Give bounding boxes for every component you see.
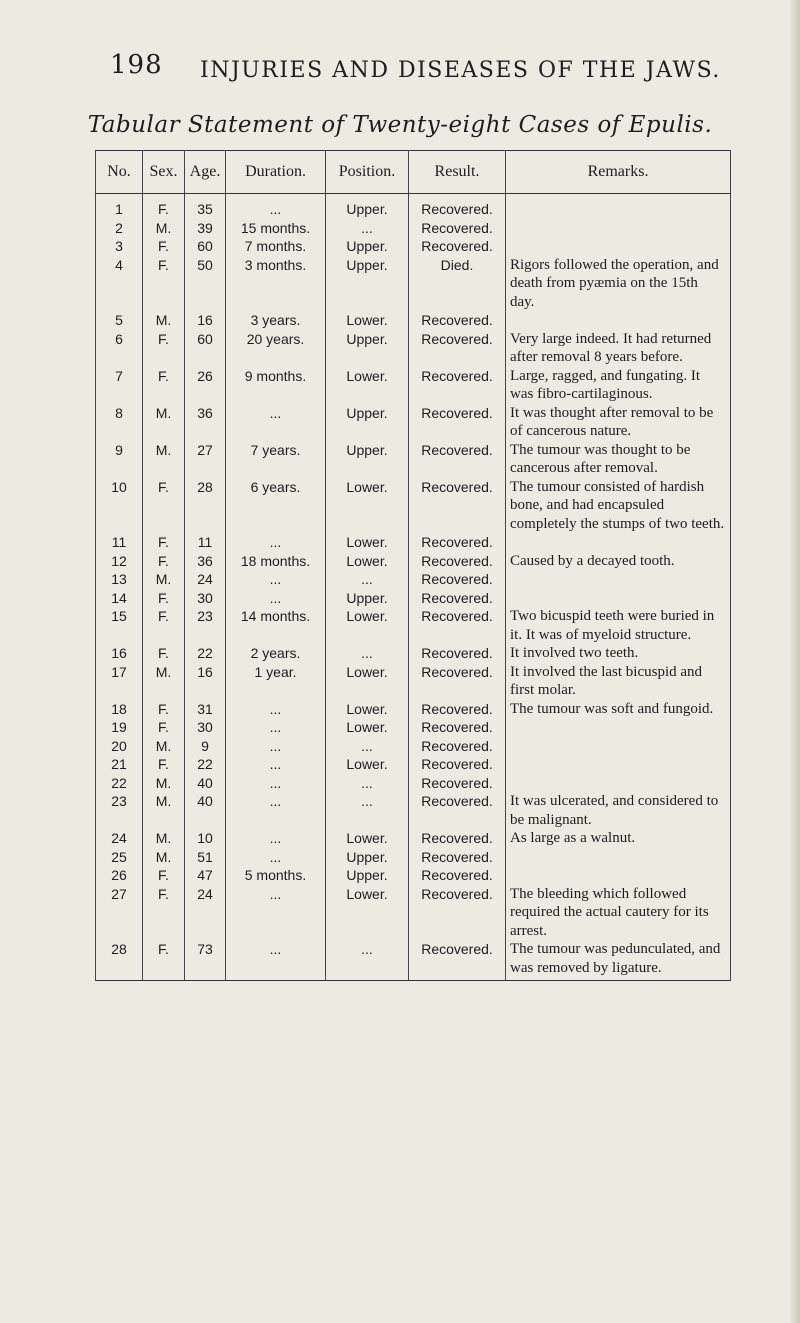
cell-age: 22 (185, 644, 226, 663)
cell-case-number: 11 (96, 533, 143, 552)
cell-result: Recovered. (409, 663, 506, 700)
cell-case-number: 15 (96, 607, 143, 644)
table-row (96, 367, 731, 404)
cell-position: ... (326, 940, 409, 981)
page-edge-shadow (790, 0, 800, 1323)
cell-case-number: 20 (96, 737, 143, 756)
cell-age: 73 (185, 940, 226, 981)
header-age: Age. (185, 151, 226, 194)
cell-duration: 7 months. (226, 237, 326, 256)
cell-result: Recovered. (409, 829, 506, 848)
cell-age: 16 (185, 663, 226, 700)
cell-case-number: 25 (96, 848, 143, 867)
cell-remarks (506, 774, 731, 793)
cell-position: Lower. (326, 478, 409, 534)
cell-position: Upper. (326, 441, 409, 478)
cell-sex: M. (143, 792, 185, 829)
cell-remarks (506, 848, 731, 867)
cell-remarks (506, 737, 731, 756)
cell-result: Recovered. (409, 194, 506, 219)
cell-age: 26 (185, 367, 226, 404)
table-row (96, 607, 731, 644)
cell-position: ... (326, 737, 409, 756)
cell-sex: F. (143, 237, 185, 256)
cell-result: Recovered. (409, 367, 506, 404)
table-row (96, 885, 731, 941)
table-row (96, 644, 731, 663)
cell-position: Lower. (326, 311, 409, 330)
table-row (96, 940, 731, 981)
cell-remarks: Large, ragged, and fungating. It was fibro-cartilaginous. (506, 367, 731, 404)
cell-age: 60 (185, 237, 226, 256)
cell-duration: ... (226, 700, 326, 719)
cell-case-number: 5 (96, 311, 143, 330)
table-row (96, 570, 731, 589)
cell-sex: M. (143, 570, 185, 589)
epulis-cases-table (95, 150, 731, 981)
cell-result: Recovered. (409, 644, 506, 663)
cell-duration: 3 years. (226, 311, 326, 330)
cell-case-number: 8 (96, 404, 143, 441)
cell-remarks (506, 533, 731, 552)
table-row (96, 311, 731, 330)
table-row (96, 718, 731, 737)
table-row (96, 829, 731, 848)
cell-age: 39 (185, 219, 226, 238)
cell-duration: ... (226, 570, 326, 589)
cell-position: Lower. (326, 829, 409, 848)
cell-duration: 6 years. (226, 478, 326, 534)
cell-result: Recovered. (409, 718, 506, 737)
cell-case-number: 9 (96, 441, 143, 478)
cell-age: 22 (185, 755, 226, 774)
cell-remarks: The tumour was pedunculated, and was removed by ligature. (506, 940, 731, 981)
cell-result: Recovered. (409, 755, 506, 774)
cell-duration: ... (226, 194, 326, 219)
cell-sex: F. (143, 644, 185, 663)
cell-remarks: It involved the last bicuspid and first molar. (506, 663, 731, 700)
cell-case-number: 12 (96, 552, 143, 571)
cell-duration: ... (226, 829, 326, 848)
cell-sex: M. (143, 219, 185, 238)
cell-position: ... (326, 774, 409, 793)
cell-result: Recovered. (409, 237, 506, 256)
cell-position: Upper. (326, 848, 409, 867)
table-row (96, 441, 731, 478)
cell-result: Recovered. (409, 940, 506, 981)
table-row (96, 552, 731, 571)
table-row (96, 237, 731, 256)
cell-age: 60 (185, 330, 226, 367)
cell-case-number: 1 (96, 194, 143, 219)
cell-result: Recovered. (409, 700, 506, 719)
cell-age: 47 (185, 866, 226, 885)
cell-remarks: The tumour was soft and fungoid. (506, 700, 731, 719)
header-remarks: Remarks. (506, 151, 731, 194)
cell-remarks: The tumour consisted of hardish bone, and had encapsuled completely the stumps of two teeth. (506, 478, 731, 534)
table-row (96, 737, 731, 756)
cell-remarks (506, 237, 731, 256)
cell-duration: 20 years. (226, 330, 326, 367)
cell-duration: 18 months. (226, 552, 326, 571)
cell-duration: ... (226, 737, 326, 756)
cell-position: Upper. (326, 404, 409, 441)
cell-position: Lower. (326, 533, 409, 552)
cell-result: Recovered. (409, 589, 506, 608)
table-row (96, 755, 731, 774)
cell-position: Lower. (326, 367, 409, 404)
cell-age: 24 (185, 570, 226, 589)
cell-remarks: It involved two teeth. (506, 644, 731, 663)
cell-sex: F. (143, 478, 185, 534)
cell-position: Upper. (326, 237, 409, 256)
cell-remarks: Two bicuspid teeth were buried in it. It was of myeloid structure. (506, 607, 731, 644)
table-row (96, 589, 731, 608)
cell-case-number: 22 (96, 774, 143, 793)
cell-position: ... (326, 570, 409, 589)
cell-sex: M. (143, 774, 185, 793)
cell-duration: ... (226, 885, 326, 941)
cell-age: 30 (185, 718, 226, 737)
cell-remarks: As large as a walnut. (506, 829, 731, 848)
cell-duration: ... (226, 404, 326, 441)
cell-sex: F. (143, 700, 185, 719)
cell-duration: 5 months. (226, 866, 326, 885)
cell-position: Upper. (326, 866, 409, 885)
cell-result: Recovered. (409, 607, 506, 644)
cell-sex: F. (143, 256, 185, 312)
cell-age: 24 (185, 885, 226, 941)
table-header-row (96, 151, 731, 194)
table-row (96, 256, 731, 312)
cell-result: Recovered. (409, 478, 506, 534)
cell-position: ... (326, 644, 409, 663)
header-position: Position. (326, 151, 409, 194)
cell-duration: 14 months. (226, 607, 326, 644)
cell-sex: F. (143, 755, 185, 774)
cell-age: 50 (185, 256, 226, 312)
cell-case-number: 10 (96, 478, 143, 534)
header-result: Result. (409, 151, 506, 194)
cell-case-number: 23 (96, 792, 143, 829)
cell-sex: F. (143, 940, 185, 981)
cell-duration: ... (226, 755, 326, 774)
cell-remarks (506, 589, 731, 608)
cell-sex: F. (143, 367, 185, 404)
cell-case-number: 21 (96, 755, 143, 774)
cell-sex: F. (143, 718, 185, 737)
cell-sex: M. (143, 829, 185, 848)
cell-position: Lower. (326, 755, 409, 774)
cell-case-number: 14 (96, 589, 143, 608)
table-row (96, 533, 731, 552)
cell-sex: F. (143, 552, 185, 571)
cell-case-number: 6 (96, 330, 143, 367)
cell-remarks: The bleeding which followed required the actual cautery for its arrest. (506, 885, 731, 941)
header-duration: Duration. (226, 151, 326, 194)
cell-position: Lower. (326, 663, 409, 700)
cell-sex: F. (143, 533, 185, 552)
cell-position: Lower. (326, 885, 409, 941)
cell-age: 9 (185, 737, 226, 756)
cell-position: Lower. (326, 700, 409, 719)
cell-result: Recovered. (409, 219, 506, 238)
cell-age: 31 (185, 700, 226, 719)
cell-case-number: 2 (96, 219, 143, 238)
running-head (0, 50, 800, 100)
cell-duration: ... (226, 792, 326, 829)
cell-remarks: Very large indeed. It had returned after removal 8 years before. (506, 330, 731, 367)
cell-sex: M. (143, 663, 185, 700)
cell-remarks: Rigors followed the operation, and death from pyæmia on the 15th day. (506, 256, 731, 312)
cell-result: Recovered. (409, 792, 506, 829)
cell-duration: ... (226, 848, 326, 867)
cell-remarks (506, 219, 731, 238)
cell-case-number: 16 (96, 644, 143, 663)
cell-duration: ... (226, 533, 326, 552)
cell-result: Recovered. (409, 885, 506, 941)
table-row (96, 848, 731, 867)
cell-sex: M. (143, 737, 185, 756)
cell-case-number: 28 (96, 940, 143, 981)
cell-case-number: 3 (96, 237, 143, 256)
cell-sex: F. (143, 194, 185, 219)
cell-remarks (506, 755, 731, 774)
cell-remarks (506, 194, 731, 219)
header-sex: Sex. (143, 151, 185, 194)
cell-result: Recovered. (409, 774, 506, 793)
table-row (96, 478, 731, 534)
cell-result: Recovered. (409, 330, 506, 367)
cell-case-number: 19 (96, 718, 143, 737)
page-number: 198 (110, 50, 163, 80)
cell-remarks (506, 718, 731, 737)
cell-duration: 9 months. (226, 367, 326, 404)
cell-result: Recovered. (409, 441, 506, 478)
cell-duration: 3 months. (226, 256, 326, 312)
cell-position: Lower. (326, 552, 409, 571)
table-row (96, 774, 731, 793)
cell-sex: F. (143, 330, 185, 367)
cell-remarks: Caused by a decayed tooth. (506, 552, 731, 571)
table-row (96, 330, 731, 367)
table-row (96, 866, 731, 885)
cell-position: Upper. (326, 589, 409, 608)
table-row (96, 663, 731, 700)
table-title: Tabular Statement of Twenty-eight Cases of Epulis. (87, 112, 713, 138)
cell-sex: F. (143, 589, 185, 608)
cell-result: Recovered. (409, 570, 506, 589)
cell-position: Upper. (326, 194, 409, 219)
cell-duration: 2 years. (226, 644, 326, 663)
header-no: No. (96, 151, 143, 194)
cell-duration: 7 years. (226, 441, 326, 478)
cell-age: 23 (185, 607, 226, 644)
cell-age: 36 (185, 404, 226, 441)
cell-case-number: 18 (96, 700, 143, 719)
cell-remarks: The tumour was thought to be cancerous after removal. (506, 441, 731, 478)
cell-age: 51 (185, 848, 226, 867)
cell-remarks (506, 570, 731, 589)
cell-age: 16 (185, 311, 226, 330)
table-row (96, 404, 731, 441)
cell-result: Recovered. (409, 848, 506, 867)
cell-sex: M. (143, 848, 185, 867)
cell-result: Recovered. (409, 866, 506, 885)
cell-case-number: 7 (96, 367, 143, 404)
cell-position: Upper. (326, 330, 409, 367)
cell-position: Upper. (326, 256, 409, 312)
cell-age: 36 (185, 552, 226, 571)
cell-result: Recovered. (409, 552, 506, 571)
cell-sex: F. (143, 885, 185, 941)
cell-duration: 1 year. (226, 663, 326, 700)
cell-age: 10 (185, 829, 226, 848)
cell-remarks: It was thought after removal to be of cancerous nature. (506, 404, 731, 441)
cell-case-number: 4 (96, 256, 143, 312)
cell-duration: ... (226, 718, 326, 737)
table-row (96, 194, 731, 219)
cell-position: ... (326, 219, 409, 238)
cell-duration: 15 months. (226, 219, 326, 238)
cell-case-number: 17 (96, 663, 143, 700)
cell-case-number: 26 (96, 866, 143, 885)
table-row (96, 700, 731, 719)
table-row (96, 792, 731, 829)
cell-duration: ... (226, 589, 326, 608)
cell-result: Recovered. (409, 311, 506, 330)
cell-result: Died. (409, 256, 506, 312)
cell-position: ... (326, 792, 409, 829)
cell-sex: F. (143, 866, 185, 885)
cell-remarks (506, 311, 731, 330)
cell-result: Recovered. (409, 533, 506, 552)
cell-position: Lower. (326, 718, 409, 737)
cell-duration: ... (226, 774, 326, 793)
cell-age: 28 (185, 478, 226, 534)
cell-age: 35 (185, 194, 226, 219)
cell-age: 30 (185, 589, 226, 608)
cell-sex: M. (143, 441, 185, 478)
cell-case-number: 13 (96, 570, 143, 589)
cell-age: 27 (185, 441, 226, 478)
cell-age: 11 (185, 533, 226, 552)
cell-age: 40 (185, 774, 226, 793)
cell-sex: M. (143, 404, 185, 441)
cell-case-number: 27 (96, 885, 143, 941)
running-title: INJURIES AND DISEASES OF THE JAWS. (200, 58, 721, 83)
table-row (96, 219, 731, 238)
cell-case-number: 24 (96, 829, 143, 848)
cell-remarks (506, 866, 731, 885)
cell-remarks: It was ulcerated, and considered to be malignant. (506, 792, 731, 829)
cell-result: Recovered. (409, 737, 506, 756)
cell-age: 40 (185, 792, 226, 829)
cell-duration: ... (226, 940, 326, 981)
cell-position: Lower. (326, 607, 409, 644)
cell-result: Recovered. (409, 404, 506, 441)
table-body (96, 194, 731, 981)
cell-sex: F. (143, 607, 185, 644)
cell-sex: M. (143, 311, 185, 330)
